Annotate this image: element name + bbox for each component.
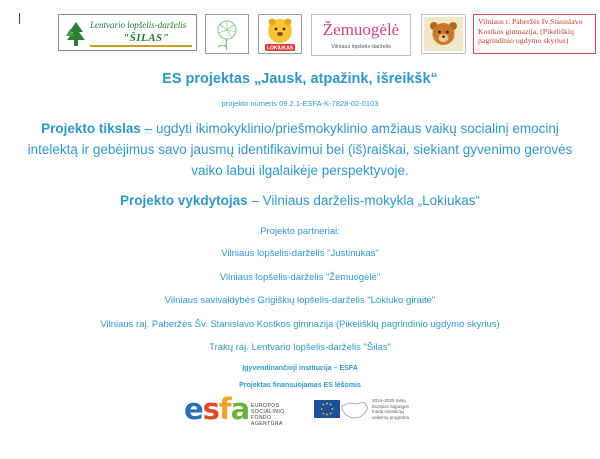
esfa-subtitle	[251, 403, 285, 427]
zemuogele-logo	[311, 14, 411, 56]
esfa-logo	[184, 392, 249, 426]
implementing-institution: Įgyvendinančioji institucija – ESFA	[242, 365, 358, 372]
lokiuko-giraite-logo	[421, 14, 466, 54]
lokiukas-logo-label: LOKIUKAS	[266, 45, 294, 52]
paberze-logo-text: Vilniaus r. Paberžės šv.Stanislavo Kostkos gimnazija, (Pikeliškių pagrindinio ugdymo skyrius)	[478, 17, 583, 46]
text-cursor	[19, 13, 20, 24]
silas-logo	[58, 14, 197, 51]
silas-logo-rule	[90, 45, 192, 47]
project-goal-label: Projekto tikslas	[41, 121, 141, 136]
partner-lokiuko-giraite: Vilniaus savivaldybės Grigiškių lopšelis-darželis "Lokiuko giraitė"	[164, 295, 436, 306]
project-number: projekto numeris 09.2.1-ESFA-K-7828-02-0103	[221, 99, 379, 108]
paberze-logo	[473, 14, 596, 54]
esfa-letter-a: a	[230, 392, 250, 426]
eu-programme-line: 2014–2020 metų	[372, 398, 406, 403]
project-goal	[22, 118, 578, 181]
bear-icon	[259, 15, 301, 53]
silas-logo-line2: "ŠILAS"	[123, 32, 170, 44]
project-executor-text: – Vilniaus darželis-mokykla „Lokiukas“	[247, 193, 480, 208]
esfa-subtitle-line: SOCIALINIO	[251, 409, 285, 415]
project-executor-label: Projekto vykdytojas	[120, 193, 248, 208]
dandelion-icon	[206, 15, 248, 53]
esfa-letter-e: e	[184, 392, 203, 426]
partner-paberze: Vilniaus raj. Paberžės Šv. Stanislavo Kostkos gimnazija (Pikeliškių pagrindinio ugdymo skyrius)	[100, 319, 500, 330]
fir-tree-icon	[64, 21, 88, 47]
esfa-letter-s: s	[202, 392, 219, 426]
silas-logo-line1: Lentvario lopšelis-darželis	[90, 20, 187, 30]
funding-note: Projektas finansuojamas ES lėšomis	[239, 382, 361, 389]
eu-programme-line: veiksmų programa	[372, 414, 410, 420]
eu-programme-text	[372, 398, 409, 420]
zemuogele-logo-subtitle: Vilniaus lopšelis-darželis	[331, 44, 391, 50]
partner-zemuogele: Vilniaus lopšelis-darželis "Žemuogėlė"	[219, 272, 381, 283]
partner-silas: Trakų raj. Lentvario lopšelis-darželis "Šilas"	[209, 342, 391, 353]
esfa-letter-f: f	[218, 392, 231, 426]
partners-heading: Projekto partneriai:	[260, 226, 340, 237]
lokiukas-logo	[258, 14, 302, 54]
lithuania-map-icon	[340, 400, 370, 420]
esfa-subtitle-line: FONDO	[251, 415, 272, 421]
project-goal-text: – ugdyti ikimokyklinio/priešmokyklinio amžiaus vaikų socialinį emocinį intelektą ir gebėjimus savo jausmų identifikavimui bei (iš)raiškai, siekiant gyvenimo gerovės vaiko labui ilgalaikėje perspektyvoje.	[27, 121, 573, 178]
project-executor	[0, 193, 600, 208]
project-title: ES projektas „Jausk, atpažink, išreikšk“	[162, 71, 438, 87]
esfa-subtitle-line: AGENTŪRA	[251, 421, 283, 427]
partner-justinukas: Vilniaus lopšelis-darželis "Justinukas"	[221, 248, 379, 259]
eu-programme-line: Europos Sąjungos	[372, 403, 409, 409]
eu-flag-icon	[314, 400, 340, 418]
esfa-subtitle-line: EUROPOS	[251, 403, 280, 409]
teddy-bear-icon	[422, 15, 465, 53]
justinukas-logo	[205, 14, 249, 54]
zemuogele-logo-title: Žemuogėlė	[322, 20, 400, 39]
eu-programme-line: fondų investicijų	[372, 409, 405, 414]
